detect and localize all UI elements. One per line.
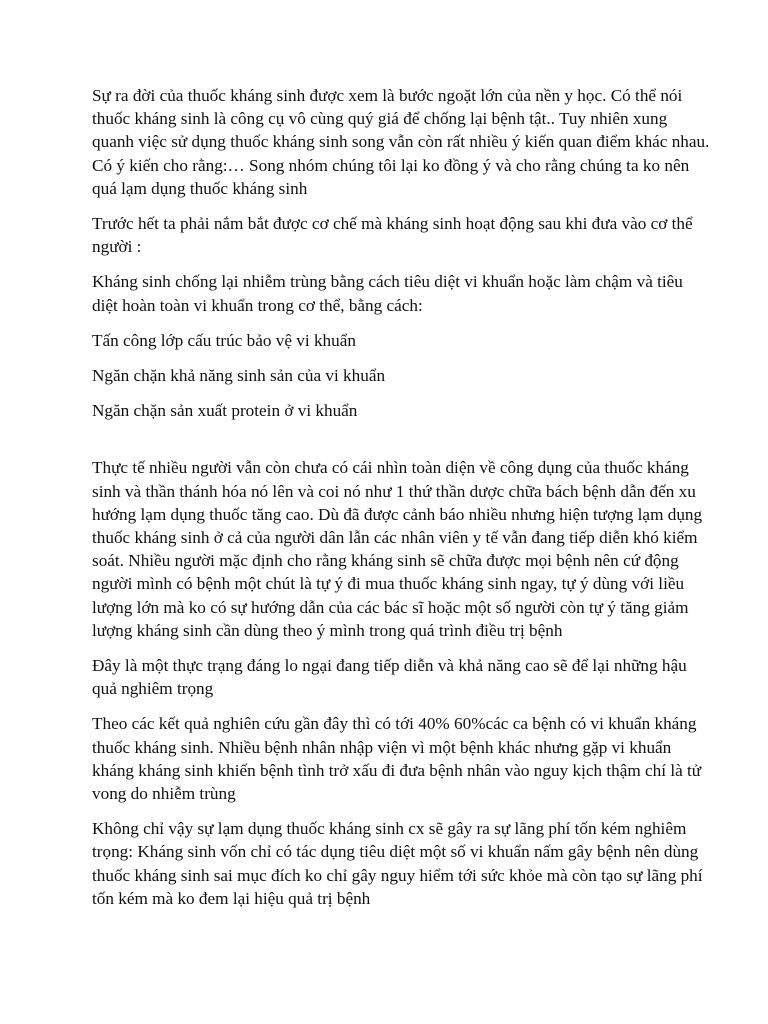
paragraph-mechanism-1: Tấn công lớp cấu trúc bảo vệ vi khuẩn <box>92 330 356 350</box>
paragraph-mechanism-detail: Kháng sinh chống lại nhiễm trùng bằng cách tiêu diệt vi khuẩn hoặc làm chậm và tiêu diệt hoàn toàn vi khuẩn trong cơ thể, bằng cách: <box>92 272 683 315</box>
document-body <box>92 84 712 922</box>
paragraph-intro: Sự ra đời của thuốc kháng sinh được xem là bước ngoặt lớn của nền y học. Có thể nói thuốc kháng sinh là công cụ vô cùng quý giá để chống lại bệnh tật.. Tuy nhiên xung quanh việc sử dụng thuốc kháng sinh song vẫn còn rất nhiều ý kiến quan điểm khác nhau. Có ý kiến cho rằng:… Song nhóm chúng tôi lại ko đồng ý và cho rằng chúng ta ko nên quá lạm dụng thuốc kháng sinh <box>92 86 710 198</box>
paragraph-gap <box>92 434 712 456</box>
paragraph-research: Theo các kết quả nghiên cứu gần đây thì có tới 40% 60%các ca bệnh có vi khuẩn kháng thuốc kháng sinh. Nhiều bệnh nhân nhập viện vì một bệnh khác nhưng gặp vi khuẩn kháng kháng sinh khiến bệnh tình trở xấu đi đưa bệnh nhân vào nguy kịch thậm chí là tử vong do nhiễm trùng <box>92 714 702 804</box>
paragraph-mechanism-3: Ngăn chặn sản xuất protein ở vi khuẩn <box>92 401 358 421</box>
paragraph-mechanism-intro: Trước hết ta phải nắm bắt được cơ chế mà kháng sinh hoạt động sau khi đưa vào cơ thể người : <box>92 214 693 257</box>
paragraph-reality: Thực tế nhiều người vẫn còn chưa có cái nhìn toàn diện về công dụng của thuốc kháng sinh và thần thánh hóa nó lên và coi nó như 1 thứ thần dược chữa bách bệnh dẫn đến xu hướng lạm dụng thuốc tăng cao. Dù đã được cảnh báo nhiều nhưng hiện tượng lạm dụng thuốc kháng sinh ở cả của người dân lẫn các nhân viên y tế vẫn đang tiếp diễn khó kiểm soát. Nhiều người mặc định cho rằng kháng sinh sẽ chữa được mọi bệnh nên cứ động người mình có bệnh một chút là tự ý đi mua thuốc kháng sinh ngay, tự ý dùng với liều lượng lớn mà ko có sự hướng dẫn của các bác sĩ hoặc một số người còn tự ý tăng giảm lượng kháng sinh cần dùng theo ý mình trong quá trình điều trị bệnh <box>92 458 703 640</box>
paragraph-concern: Đây là một thực trạng đáng lo ngại đang tiếp diễn và khả năng cao sẽ để lại những hậu quả nghiêm trọng <box>92 656 687 699</box>
paragraph-mechanism-2: Ngăn chặn khả năng sinh sản của vi khuẩn <box>92 366 386 386</box>
paragraph-waste: Không chỉ vậy sự lạm dụng thuốc kháng sinh cx sẽ gây ra sự lãng phí tốn kém nghiêm trọng: Kháng sinh vốn chỉ có tác dụng tiêu diệt một số vi khuẩn nấm gây bệnh nên dùng thuốc kháng sinh sai mục đích ko chỉ gây nguy hiểm tới sức khỏe mà còn tạo sự lãng phí tốn kém mà ko đem lại hiệu quả trị bệnh <box>92 819 703 908</box>
